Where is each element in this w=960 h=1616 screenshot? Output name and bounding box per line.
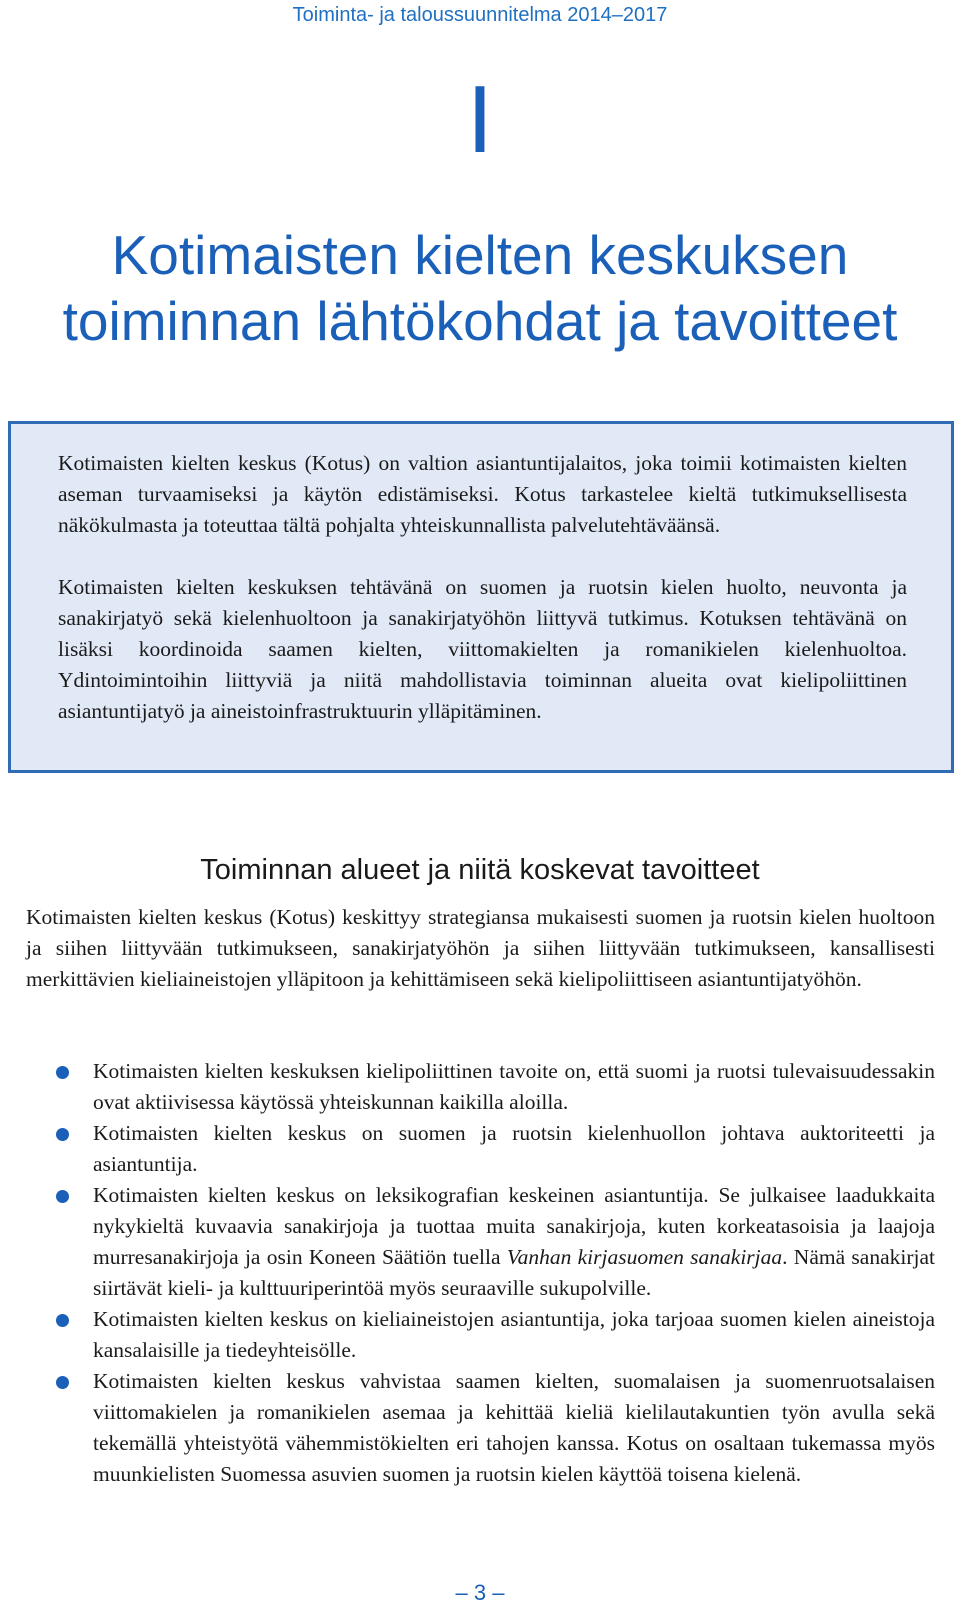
- bullet-icon: [56, 1314, 69, 1327]
- intro-paragraph-2: Kotimaisten kielten keskuksen tehtävänä on suomen ja ruotsin kielen huolto, neuvonta ja sanakirjatyö sekä kielenhuoltoon ja sanakirjatyöhön liittyvä tutkimus. Kotuksen tehtävänä on lisäksi koordinoida saamen kielten, viittomakielten ja romanikielen kielenhuoltoa. Ydintoimintoihin liittyviä ja niitä mahdollistavia toiminnan alueita ovat kielipoliittinen asiantuntijatyö ja aineistoinfrastruktuurin ylläpitäminen.: [58, 575, 907, 723]
- intro-paragraph-1: Kotimaisten kielten keskus (Kotus) on valtion asiantuntijalaitos, joka toimii kotimaisten kielten aseman turvaamiseksi ja käytön edistämiseksi. Kotus tarkastelee kieltä tutkimuksellisesta näkökulmasta ja toteuttaa tältä pohjalta yhteiskunnallista palvelutehtäväänsä.: [58, 451, 907, 537]
- running-header: Toiminta- ja taloussuunnitelma 2014–2017: [292, 4, 668, 26]
- goal-item-3-text: Kotimaisten kielten keskus on leksikografian keskeinen asiantuntija. Se julkaisee laadukkaita nykykieltä kuvaavia sanakirjoja ja tuottaa muita sanakirjoja, kuten korkeatasoisia ja laajoja murresanakirjoja ja osin Koneen Säätiön tuella: [93, 1183, 935, 1269]
- dictionary-title: Vanhan kirjasuomen sanakirjaa: [506, 1245, 783, 1269]
- goal-item-2-text: Kotimaisten kielten keskus on suomen ja ruotsin kielenhuollon johtava auktoriteetti ja asiantuntija.: [93, 1121, 935, 1176]
- section-heading: Toiminnan alueet ja niitä koskevat tavoitteet: [200, 854, 760, 886]
- intro-box: [8, 421, 954, 773]
- goal-list: [56, 1056, 935, 1490]
- page-title-line-2: toiminnan lähtökohdat ja tavoitteet: [62, 290, 898, 352]
- goal-item-5-text: Kotimaisten kielten keskus vahvistaa saamen kielten, suomalaisen ja suomenruotsalaisen viittomakielen ja romanikielen asemaa ja kehittää kieliä kielilautakuntien työn avulla sekä tekemällä yhteistyötä vähemmistökielten eri tahojen kanssa. Kotus on osaltaan tukemassa myös muunkielisten Suomessa asuvien suomen ja ruotsin kielen käyttöä toisena kielenä.: [93, 1369, 935, 1486]
- page-number: – 3 –: [455, 1580, 505, 1605]
- page-title-line-1: Kotimaisten kielten keskuksen: [111, 224, 849, 286]
- bullet-icon: [56, 1376, 69, 1389]
- goal-item-5: [56, 1366, 935, 1490]
- goal-item-3: [56, 1180, 935, 1304]
- bullet-icon: [56, 1066, 69, 1079]
- chapter-number: I: [466, 66, 494, 173]
- goal-item-3-tail: . Nämä sanakirjat siirtävät kieli- ja kulttuuriperintöä myös seuraaville sukupolville.: [93, 1245, 935, 1300]
- bullet-icon: [56, 1128, 69, 1141]
- goal-item-4-text: Kotimaisten kielten keskus on kieliaineistojen asiantuntija, joka tarjoaa suomen kielen aineistoja kansalaisille ja tiedeyhteisölle.: [93, 1307, 935, 1362]
- goal-item-1: [56, 1056, 935, 1118]
- bullet-icon: [56, 1190, 69, 1203]
- goal-item-2: [56, 1118, 935, 1180]
- section-body: Kotimaisten kielten keskus (Kotus) keskittyy strategiansa mukaisesti suomen ja ruotsin kielen huoltoon ja siihen liittyvään tutkimukseen, sanakirjatyöhön ja siihen liittyvään tutkimukseen, kansallisesti merkittävien kieliaineistojen ylläpitoon ja kehittämiseen sekä kielipoliittiseen asiantuntijatyöhön.: [26, 905, 935, 991]
- page-title: [0, 222, 960, 354]
- goal-item-1-text: Kotimaisten kielten keskuksen kielipoliittinen tavoite on, että suomi ja ruotsi tulevaisuudessakin ovat aktiivisessa käytössä yhteiskunnan kaikilla aloilla.: [93, 1059, 935, 1114]
- goal-item-4: [56, 1304, 935, 1366]
